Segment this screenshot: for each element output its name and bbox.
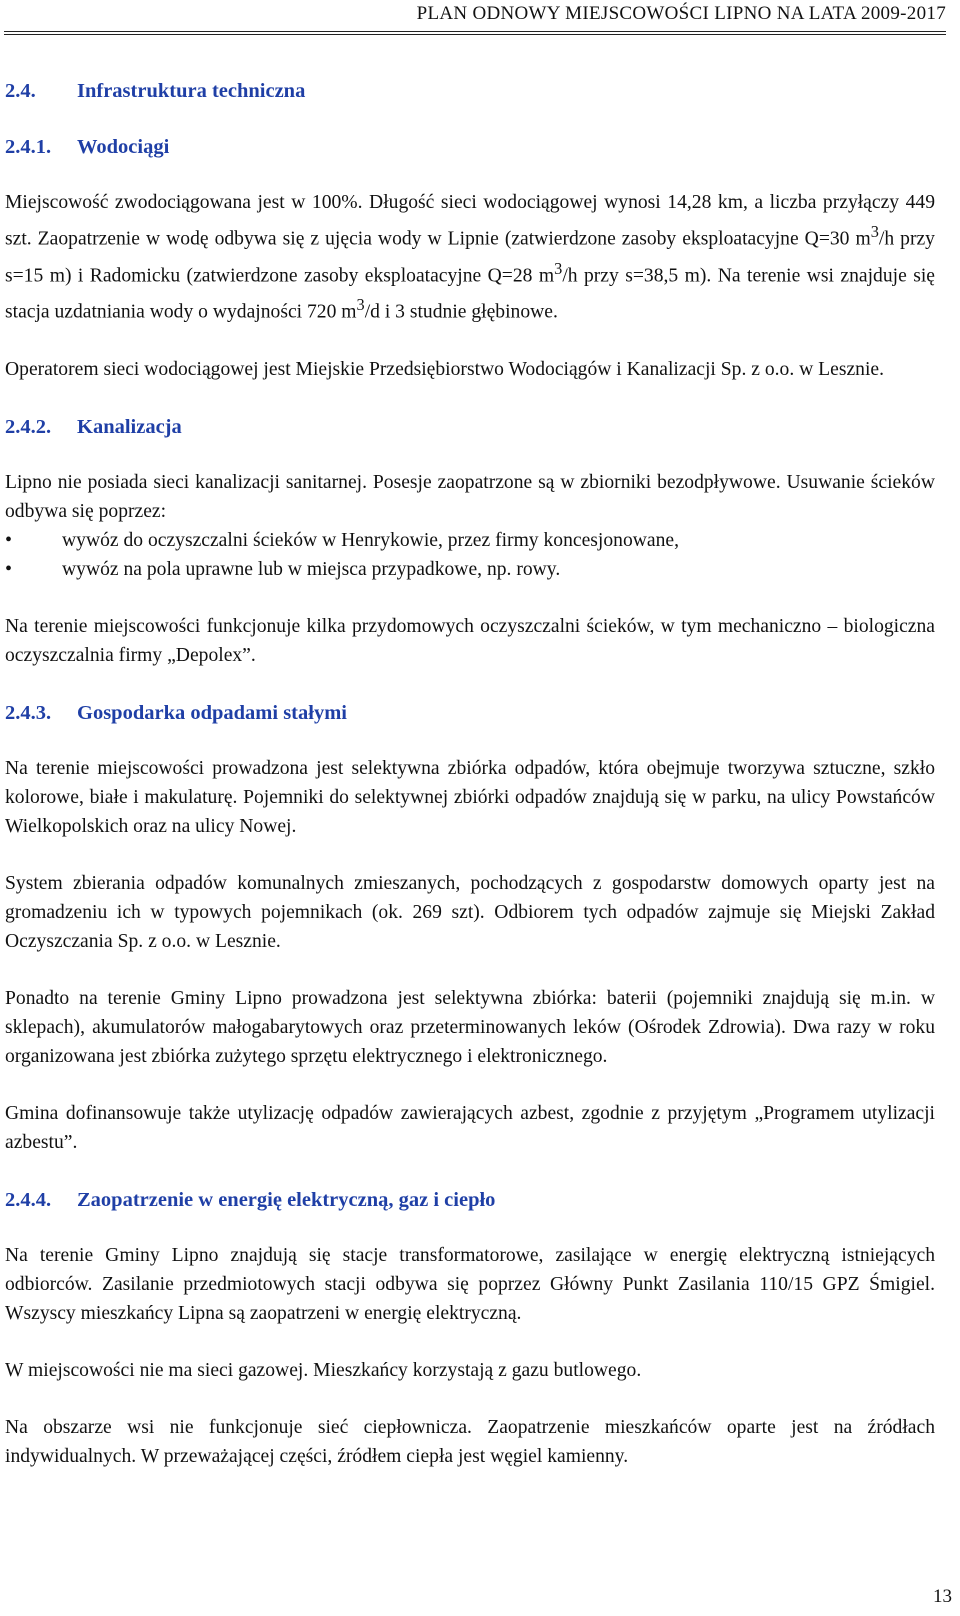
document-body: [5, 76, 935, 1499]
subsection-heading-kanalizacja: [5, 412, 935, 442]
paragraph: Lipno nie posiada sieci kanalizacji sanitarnej. Posesje zaopatrzone są w zbiorniki bezodpływowe. Usuwanie ścieków odbywa się poprzez:: [5, 471, 935, 522]
page-header-title: PLAN ODNOWY MIEJSCOWOŚCI LIPNO NA LATA 2009-2017: [416, 3, 946, 24]
paragraph: W miejscowości nie ma sieci gazowej. Mieszkańcy korzystają z gazu butlowego.: [5, 1359, 642, 1381]
superscript: 3: [870, 222, 879, 241]
paragraph: Na terenie Gminy Lipno znajdują się stacje transformatorowe, zasilające w energię elektryczną istniejących odbiorców. Zasilanie przedmiotowych stacji odbywa się poprzez Główny Punkt Zasilania 110/15 GPZ Śmigiel. Wszyscy mieszkańcy Lipna są zaopatrzeni w energię elektryczną.: [5, 1244, 935, 1324]
bullet-icon: •: [5, 528, 13, 551]
subsection-number: 2.4.2.: [5, 415, 52, 438]
superscript: 3: [554, 258, 563, 278]
page-number: 13: [933, 1586, 952, 1607]
list-item-text: wywóz do oczyszczalni ścieków w Henrykowie, przez firmy koncesjonowane,: [62, 529, 679, 551]
section-number: 2.4.: [5, 80, 36, 102]
section-heading: [5, 76, 935, 106]
subsection-title: Gospodarka odpadami stałymi: [77, 701, 347, 724]
text-run: Miejscowość zwodociągowana jest w 100%. Długość sieci wodociągowej wynosi 14,28 km, a liczba przyłączy 449 szt. Zaopatrzenie w wodę odbywa się z ujęcia wody w Lipnie (zatwierdzone zasoby eksploatacyjne Q=30 m: [5, 192, 935, 250]
subsection-title: Wodociągi: [77, 136, 170, 158]
subsection-heading-energia: [5, 1185, 935, 1215]
subsection-title: Zaopatrzenie w energię elektryczną, gaz i ciepło: [77, 1188, 496, 1211]
text-run: /h przy s=15 m) i Radomicku (zatwierdzone zasoby eksploatacyjne Q=28 m: [5, 228, 935, 287]
paragraph: Ponadto na terenie Gminy Lipno prowadzona jest selektywna zbiórka: baterii (pojemniki znajdują się m.in. w sklepach), akumulatorów małogabarytowych oraz przeterminowanych leków (Ośrodek Zdrowia). Dwa razy w roku organizowana jest zbiórka zużytego sprzętu elektrycznego i elektronicznego.: [5, 987, 935, 1067]
subsection-number: 2.4.4.: [5, 1188, 52, 1211]
list-item: [5, 555, 935, 584]
text-run: /h przy s=38,5 m). Na terenie wsi znajduje się stacja uzdatniania wody o wydajności 720 m: [5, 265, 935, 323]
list-item: [5, 526, 935, 555]
paragraph: System zbierania odpadów komunalnych zmieszanych, pochodzących z gospodarstw domowych oparty jest na gromadzeniu ich w typowych pojemnikach (ok. 269 szt). Odbiorem tych odpadów zajmuje się Miejski Zakład Oczyszczania Sp. z o.o. w Lesznie.: [5, 872, 935, 952]
section-title: Infrastruktura techniczna: [77, 80, 306, 102]
subsection-number: 2.4.3.: [5, 701, 52, 724]
list-item-text: wywóz na pola uprawne lub w miejsca przypadkowe, np. rowy.: [62, 558, 561, 580]
paragraph: [5, 188, 935, 327]
paragraph: Gmina dofinansowuje także utylizację odpadów zawierających azbest, zgodnie z przyjętym „Programem utylizacji azbestu”.: [5, 1102, 935, 1153]
header-rule: [4, 31, 946, 35]
paragraph: Na terenie miejscowości funkcjonuje kilka przydomowych oczyszczalni ścieków, w tym mechaniczno – biologiczna oczyszczalnia firmy „Depolex”.: [5, 615, 935, 666]
paragraph: Na terenie miejscowości prowadzona jest selektywna zbiórka odpadów, która obejmuje tworzywa sztuczne, szkło kolorowe, białe i makulaturę. Pojemniki do selektywnej zbiórki odpadów znajdują się w parku, na ulicy Powstańców Wielkopolskich oraz na ulicy Nowej.: [5, 757, 935, 837]
paragraph: Operatorem sieci wodociągowej jest Miejskie Przedsiębiorstwo Wodociągów i Kanalizacji Sp. z o.o. w Lesznie.: [5, 358, 884, 380]
subsection-heading-odpady: [5, 698, 935, 728]
subsection-title: Kanalizacja: [77, 415, 182, 438]
bullet-list: [5, 526, 935, 584]
text-run: /d i 3 studnie głębinowe.: [364, 301, 558, 323]
bullet-icon: •: [5, 557, 13, 580]
superscript: 3: [356, 295, 365, 315]
paragraph: Na obszarze wsi nie funkcjonuje sieć ciepłownicza. Zaopatrzenie mieszkańców oparte jest na źródłach indywidualnych. W przeważającej części, źródłem ciepła jest węgiel kamienny.: [5, 1416, 935, 1467]
subsection-number: 2.4.1.: [5, 136, 52, 158]
subsection-heading-wodociagi: [5, 132, 935, 162]
